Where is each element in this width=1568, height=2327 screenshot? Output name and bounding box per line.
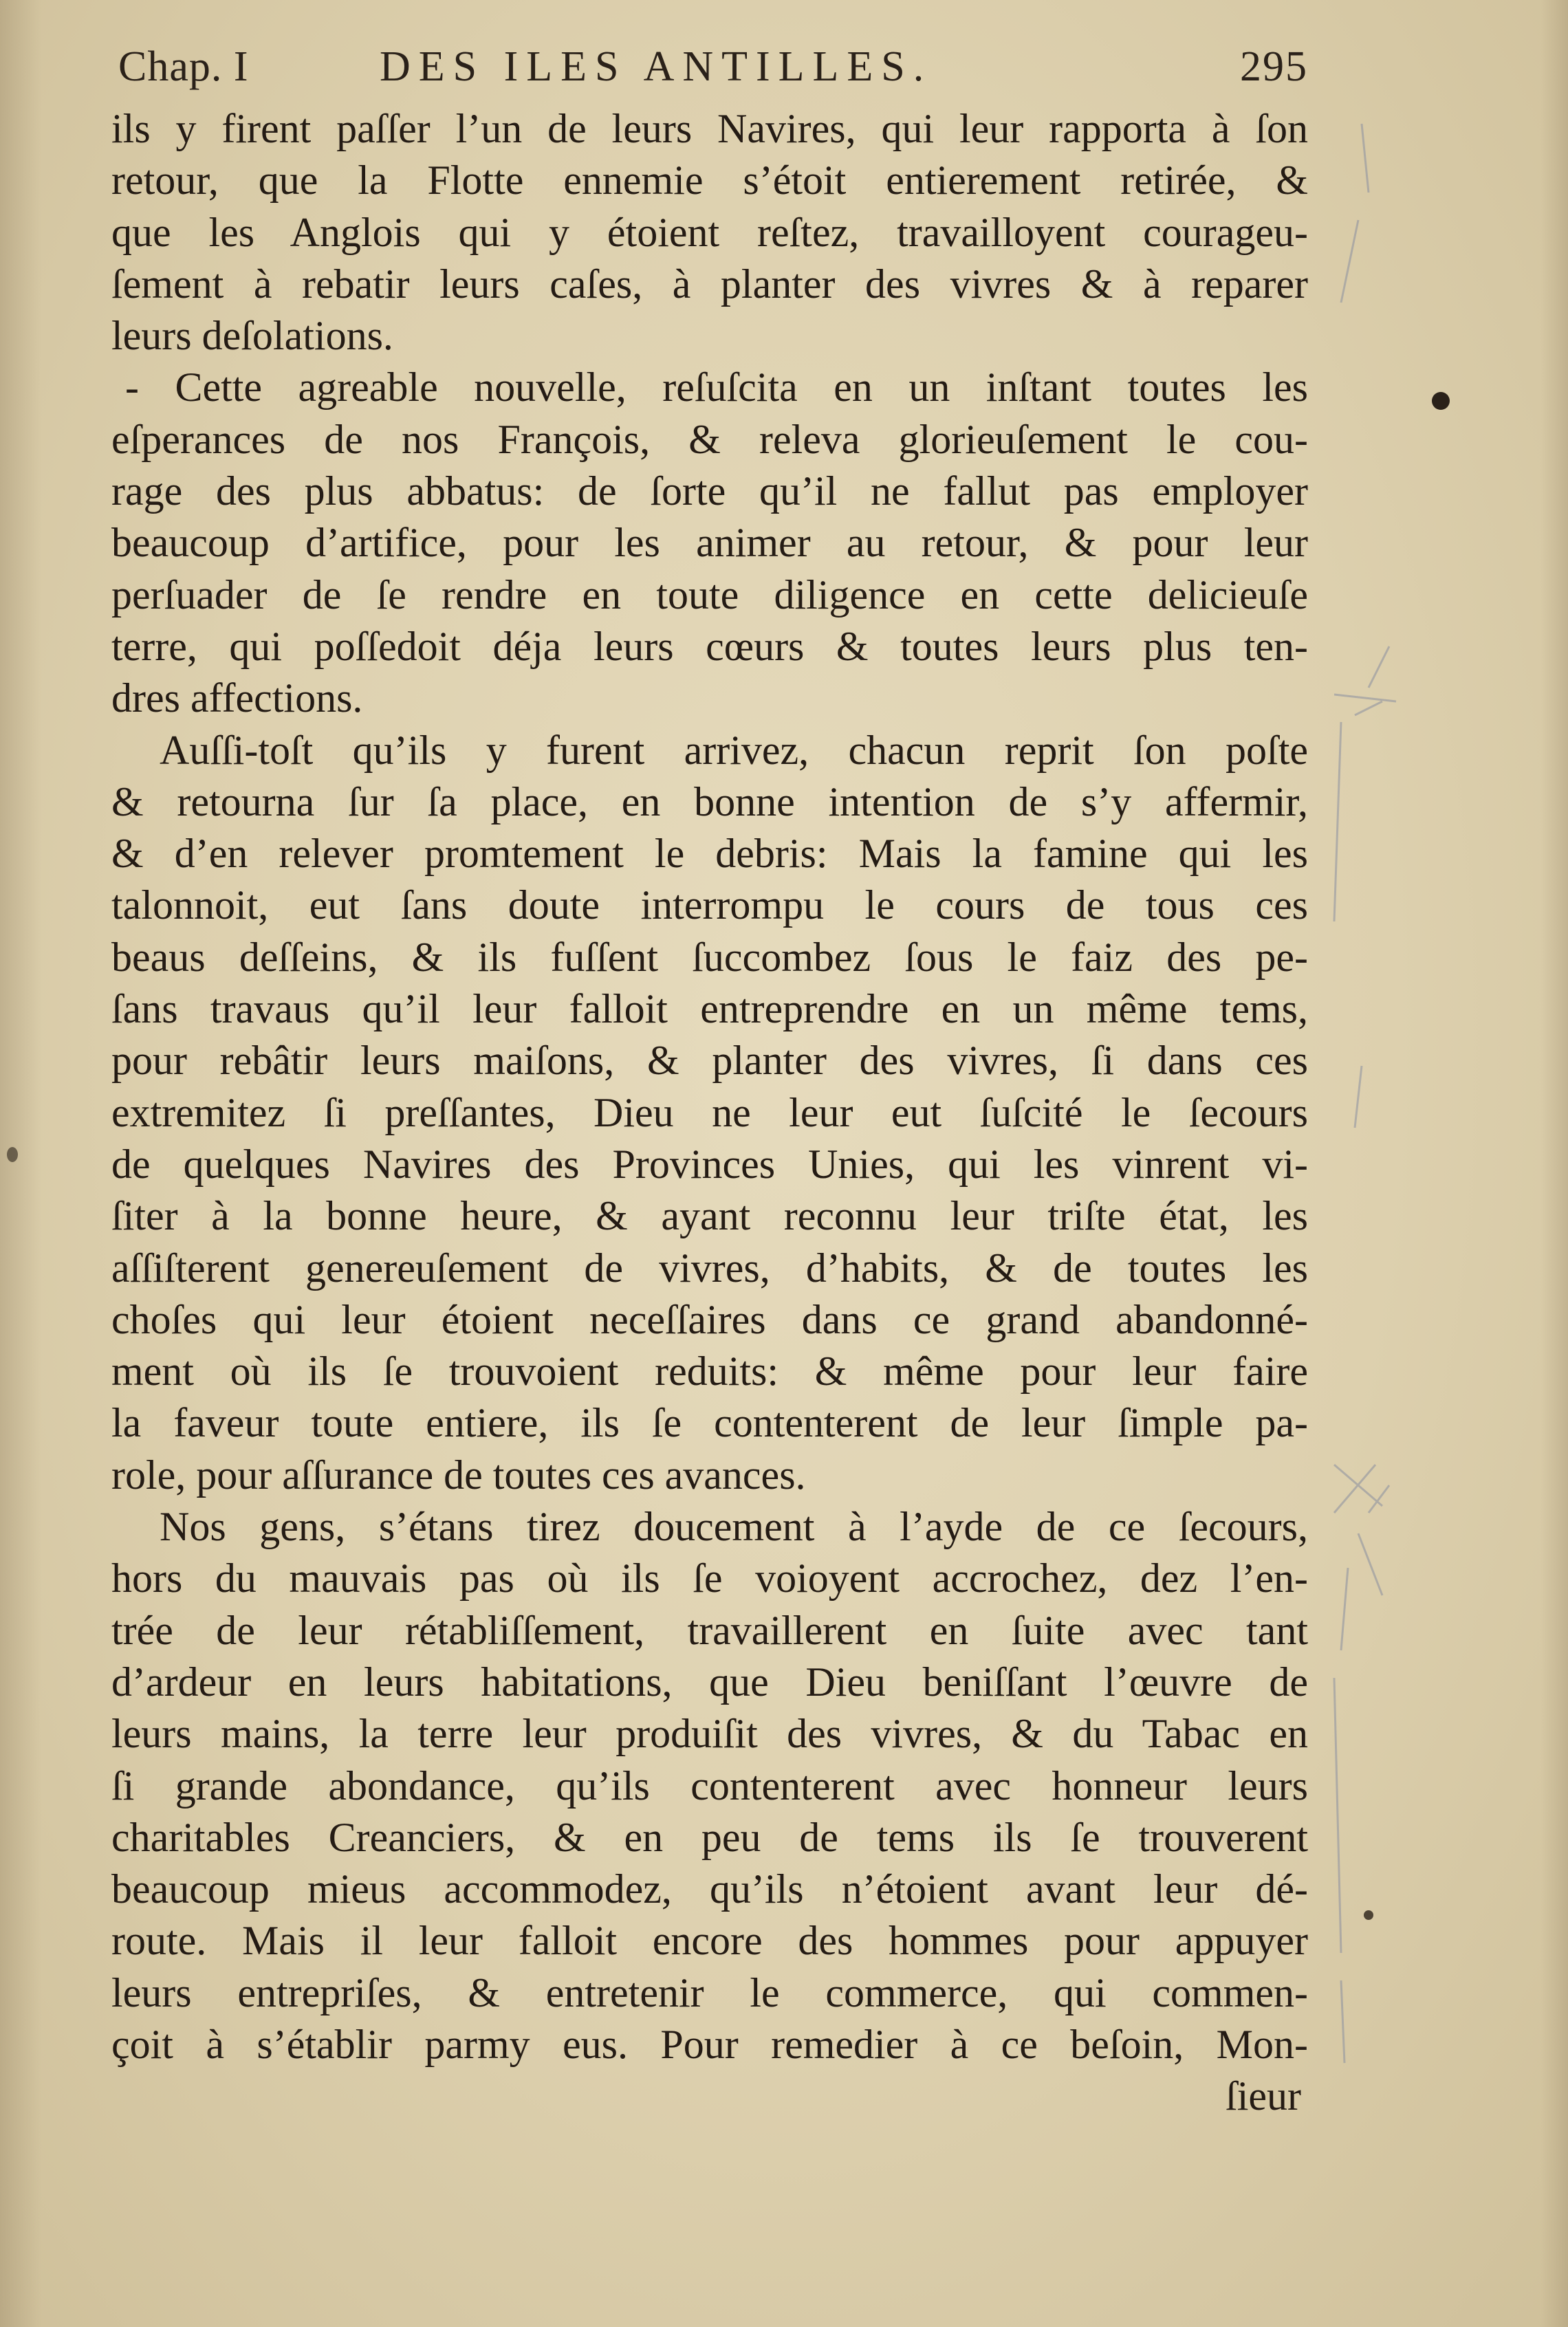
ink-spot [7, 1147, 18, 1162]
text-line: extremitez ſi preſſantes, Dieu ne leur eut ſuſcité le ſecours [111, 1089, 1308, 1135]
margin-pencil-marks [1293, 96, 1430, 2159]
text-line: & d’en relever promtement le debris: Mais la famine qui les [111, 831, 1308, 877]
body-text [111, 103, 1308, 2123]
text-line: beaus deſſeins, & ils fuſſent ſuccombez ſous le faiz des pe- [111, 934, 1308, 980]
text-line: leurs entrepriſes, & entretenir le commerce, qui commen- [111, 1969, 1308, 2015]
text-line: dres affections. [111, 675, 363, 721]
text-line: leurs deſolations. [111, 313, 393, 359]
text-line: ſans travaus qu’il leur falloit entreprendre en un même tems, [111, 986, 1308, 1032]
text-line: & retourna ſur ſa place, en bonne intention de s’y affermir, [111, 778, 1308, 824]
text-line: ils y firent paſſer l’un de leurs Navires, qui leur rapporta à ſon [111, 106, 1308, 151]
text-line: de quelques Navires des Provinces Unies, qui les vinrent vi- [111, 1141, 1308, 1187]
text-line: charitables Creanciers, & en peu de tems ils ſe trouverent [111, 1814, 1308, 1860]
ink-spot [1432, 392, 1450, 410]
text-line: beaucoup mieus accommodez, qu’ils n’étoient avant leur dé- [111, 1866, 1308, 1912]
text-line: retour, que la Flotte ennemie s’étoit entierement retirée, & [111, 157, 1308, 204]
text-line: pour rebâtir leurs maiſons, & planter des vivres, ſi dans ces [111, 1038, 1308, 1084]
text-line: ſi grande abondance, qu’ils contenterent avec honneur leurs [111, 1762, 1308, 1809]
text-line: route. Mais il leur falloit encore des hommes pour appuyer [111, 1918, 1308, 1964]
text-line: ment où ils ſe trouvoient reduits: & même pour leur faire [111, 1348, 1308, 1395]
text-line: la faveur toute entiere, ils ſe contenterent de leur ſimple pa- [111, 1400, 1308, 1446]
running-header [118, 43, 1308, 105]
text-line: role, pour aſſurance de toutes ces avances. [111, 1452, 806, 1498]
text-line: trée de leur rétabliſſement, travaillerent en ſuite avec tant [111, 1607, 1308, 1653]
ink-spot [1364, 1910, 1373, 1920]
text-line: Nos gens, s’étans tirez doucement à l’ayde de ce ſecours, [160, 1504, 1308, 1550]
page-edge-shadow-left [0, 0, 41, 2327]
text-line: rage des plus abbatus: de ſorte qu’il ne fallut pas employer [111, 468, 1308, 514]
page-number: 295 [1240, 43, 1308, 90]
text-line: d’ardeur en leurs habitations, que Dieu beniſſant l’œuvre de [111, 1659, 1308, 1705]
text-line: talonnoit, eut ſans doute interrompu le cours de tous ces [111, 882, 1308, 928]
text-line: perſuader de ſe rendre en toute diligence en cette delicieuſe [111, 571, 1308, 618]
text-line: ſement à rebatir leurs caſes, à planter des vivres & à reparer [111, 261, 1308, 307]
text-line: choſes qui leur étoient neceſſaires dans ce grand abandonné- [111, 1296, 1308, 1342]
text-line: ſiter à la bonne heure, & ayant reconnu leur triſte état, les [111, 1193, 1308, 1239]
text-line: Auſſi-toſt qu’ils y furent arrivez, chacun reprit ſon poſte [160, 727, 1308, 773]
text-line: eſperances de nos François, & releva glorieuſement le cou- [111, 416, 1308, 462]
catchword: ſieur [1226, 2073, 1301, 2119]
text-line: terre, qui poſſedoit déja leurs cœurs & toutes leurs plus ten- [111, 623, 1308, 669]
text-line: - Cette agreable nouvelle, reſuſcita en un inſtant toutes les [125, 364, 1308, 411]
chapter-label: Chap. I [118, 43, 249, 90]
text-line: beaucoup d’artifice, pour les animer au retour, & pour leur [111, 520, 1308, 566]
page-edge-shadow-right [1540, 0, 1568, 2327]
text-line: que les Anglois qui y étoient reſtez, travailloyent courageu- [111, 209, 1308, 255]
running-title: DES ILES ANTILLES. [380, 43, 933, 90]
text-line: leurs mains, la terre leur produiſit des vivres, & du Tabac en [111, 1711, 1308, 1757]
text-line: hors du mauvais pas où ils ſe voioyent accrochez, dez l’en- [111, 1555, 1308, 1602]
text-line: çoit à s’établir parmy eus. Pour remedier à ce beſoin, Mon- [111, 2021, 1308, 2067]
text-line: aſſiſterent genereuſement de vivres, d’habits, & de toutes les [111, 1245, 1308, 1291]
